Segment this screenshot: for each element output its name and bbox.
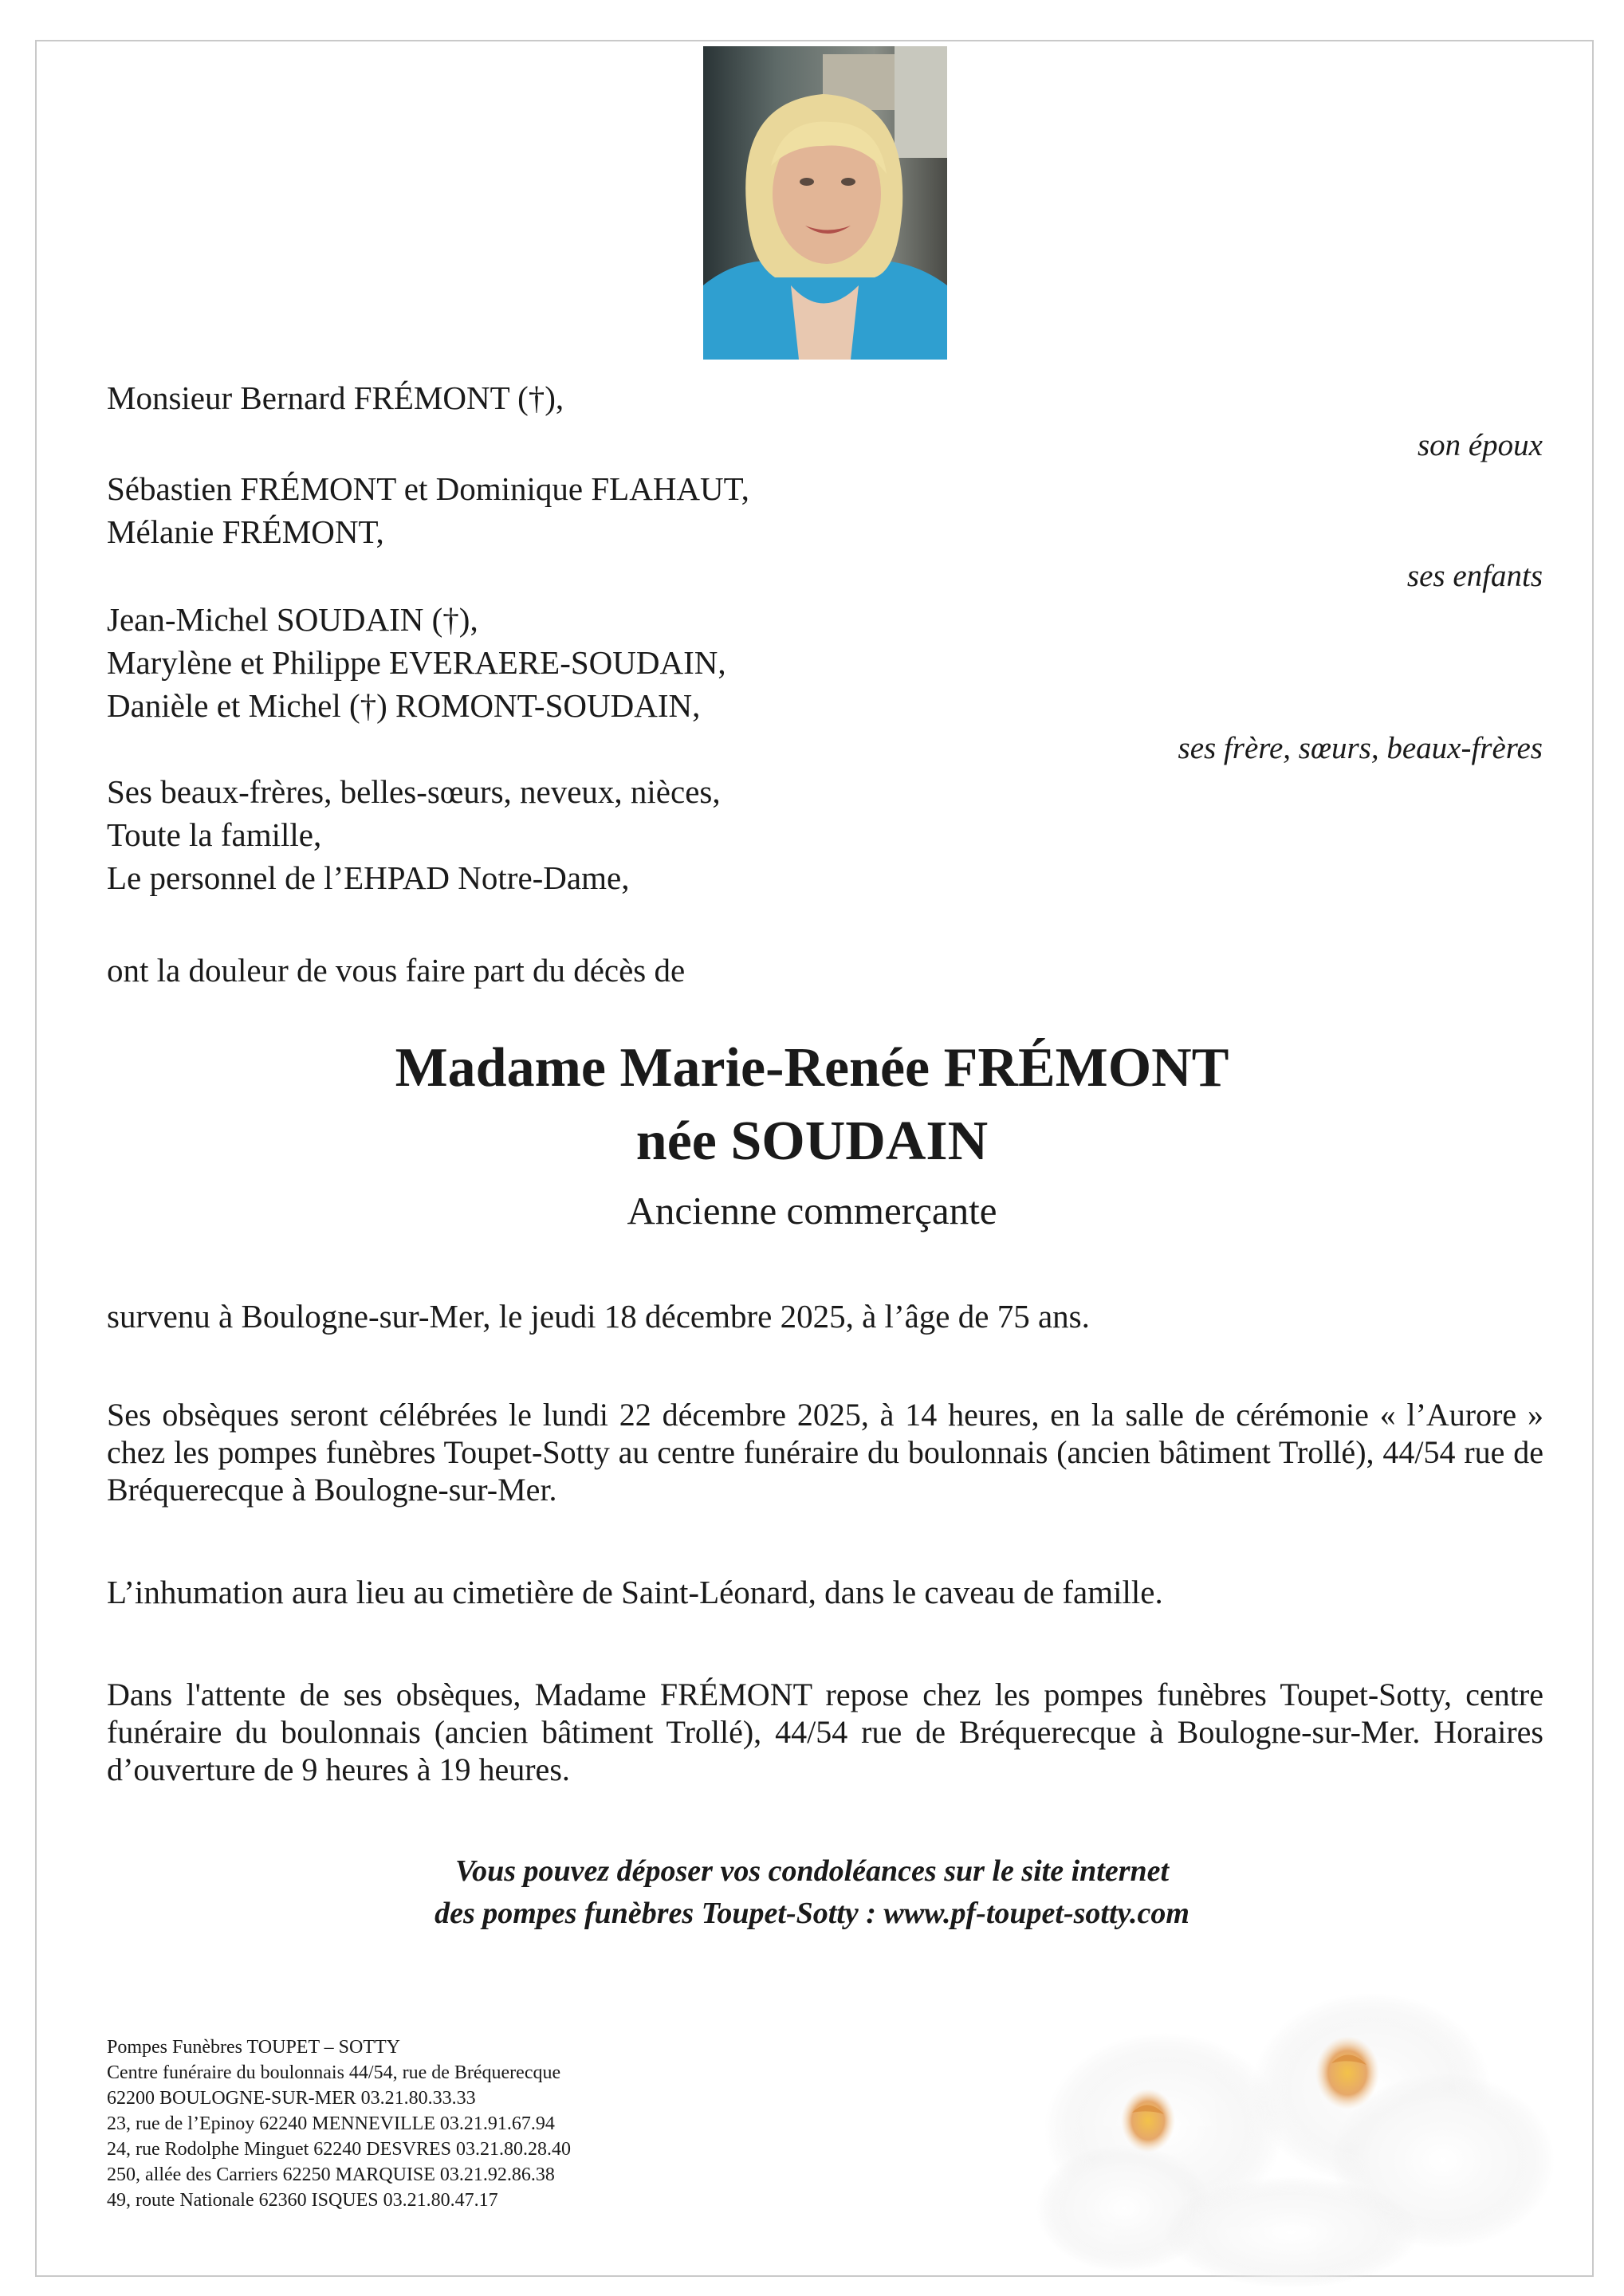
portrait-photo [703,46,947,360]
visitation-paragraph: Dans l'attente de ses obsèques, Madame FRÉMONT repose chez les pompes funèbres Toupet-Sotty, centre funéraire du boulonnais (ancien bâtiment Trollé), 44/54 rue de Bréquerecque à Boulogne-sur-Mer. Horaires d’ouverture de 9 heures à 19 heures. [107,1677,1543,1787]
footer-line: Pompes Funèbres TOUPET – SOTTY [107,2037,401,2058]
relation-children: ses enfants [1406,559,1543,593]
family-line-children-1: Sébastien FRÉMONT et Dominique FLAHAUT, [107,470,749,507]
condolences-line-2: des pompes funèbres Toupet-Sotty : www.pf-toupet-sotty.com [435,1897,1189,1930]
family-line-siblings-2: Marylène et Philippe EVERAERE-SOUDAIN, [107,644,726,681]
family-line-extended-2: Toute la famille, [107,816,322,853]
relation-siblings: ses frère, sœurs, beaux-frères [1178,731,1543,765]
deceased-occupation: Ancienne commerçante [627,1189,997,1233]
footer-line: 49, route Nationale 62360 ISQUES 03.21.80.47.17 [107,2190,498,2211]
footer-line: Centre funéraire du boulonnais 44/54, rue de Bréquerecque [107,2062,561,2083]
family-line-extended-3: Le personnel de l’EHPAD Notre-Dame, [107,859,630,896]
funeral-paragraph: Ses obsèques seront célébrées le lundi 22 décembre 2025, à 14 heures, en la salle de cérémonie « l’Aurore » chez les pompes funèbres Toupet-Sotty au centre funéraire du boulonnais (ancien bâtiment Trollé), 44/54 rue de Bréquerecque à Boulogne-sur-Mer. [107,1397,1543,1508]
relation-husband: son époux [1417,428,1543,462]
death-info: survenu à Boulogne-sur-Mer, le jeudi 18 décembre 2025, à l’âge de 75 ans. [107,1298,1090,1335]
footer-line: 250, allée des Carriers 62250 MARQUISE 03.21.92.86.38 [107,2164,555,2185]
announcement-text: ont la douleur de vous faire part du décès de [107,952,686,989]
footer-line: 62200 BOULOGNE-SUR-MER 03.21.80.33.33 [107,2088,476,2109]
burial-paragraph: L’inhumation aura lieu au cimetière de Saint-Léonard, dans le caveau de famille. [107,1574,1163,1610]
family-line-extended-1: Ses beaux-frères, belles-sœurs, neveux, nièces, [107,773,721,810]
family-line-siblings-3: Danièle et Michel (†) ROMONT-SOUDAIN, [107,687,701,724]
funeral-home-footer [107,2035,571,2213]
condolences-line-1: Vous pouvez déposer vos condoléances sur le site internet [454,1854,1170,1888]
family-line-siblings-1: Jean-Michel SOUDAIN (†), [107,601,478,638]
deceased-name: Madame Marie-Renée FRÉMONT [395,1037,1229,1099]
deceased-maiden-name: née SOUDAIN [635,1111,989,1172]
footer-line: 23, rue de l’Epinoy 62240 MENNEVILLE 03.21.91.67.94 [107,2113,555,2134]
footer-line: 24, rue Rodolphe Minguet 62240 DESVRES 03.21.80.28.40 [107,2139,571,2160]
family-line-children-2: Mélanie FRÉMONT, [107,513,384,550]
orchid-decoration [1028,1969,1602,2288]
family-line-husband: Monsieur Bernard FRÉMONT (†), [107,379,564,416]
